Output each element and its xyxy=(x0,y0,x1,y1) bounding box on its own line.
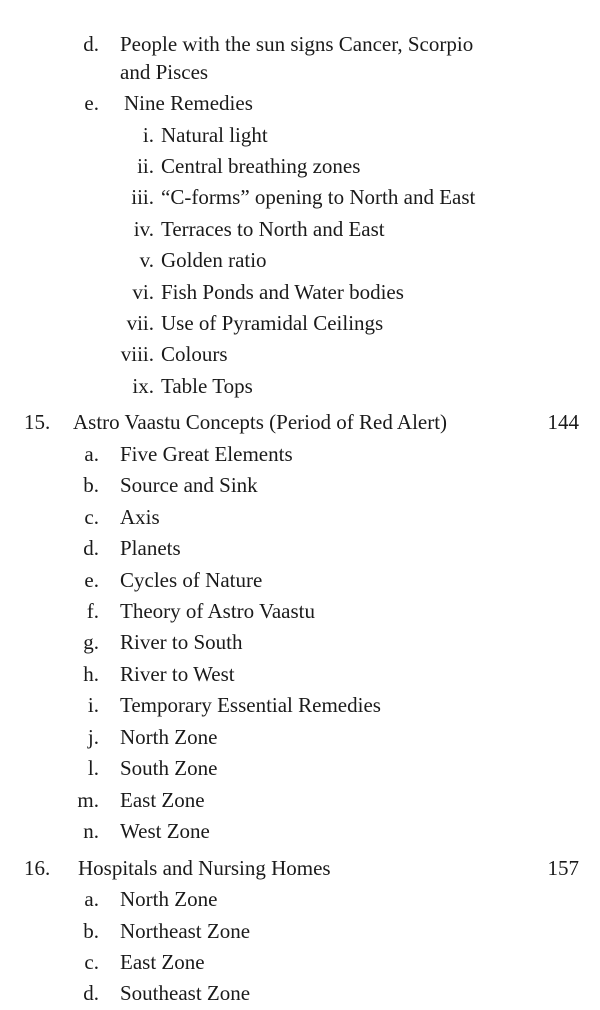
item-marker: c. xyxy=(84,505,99,529)
item-marker: l. xyxy=(87,756,99,780)
subitem-text: Central breathing zones xyxy=(161,154,361,178)
item-marker: e. xyxy=(84,568,99,592)
chapter-title: Hospitals and Nursing Homes xyxy=(78,856,331,880)
chapter-number: 16. xyxy=(24,856,51,880)
item-text: Source and Sink xyxy=(120,473,258,497)
subitem-text: Golden ratio xyxy=(161,248,267,272)
item-marker: a. xyxy=(84,442,99,466)
item-text: Southeast Zone xyxy=(120,981,251,1005)
item-text: River to South xyxy=(120,630,243,654)
item-marker: m. xyxy=(77,788,99,812)
item-text: River to West xyxy=(120,662,235,686)
item-text: East Zone xyxy=(120,950,205,974)
subitem-text: Fish Ponds and Water bodies xyxy=(161,280,404,304)
item-marker: i. xyxy=(87,693,99,717)
item-marker: d. xyxy=(83,32,99,56)
chapter-number: 15. xyxy=(24,410,51,434)
item-marker: j. xyxy=(87,725,99,749)
chapter-page-number: 144 xyxy=(547,410,579,434)
item-marker: c. xyxy=(84,950,99,974)
item-text: People with the sun signs Cancer, Scorpio xyxy=(120,32,474,56)
item-text: Northeast Zone xyxy=(120,919,251,943)
item-text: and Pisces xyxy=(120,60,209,84)
subitem-text: Terraces to North and East xyxy=(161,217,385,241)
subitem-text: “C-forms” opening to North and East xyxy=(161,185,476,209)
item-text: South Zone xyxy=(120,756,218,780)
item-marker: f. xyxy=(86,599,99,623)
item-marker: g. xyxy=(83,630,99,654)
item-marker: d. xyxy=(83,981,99,1005)
subitem-text: Natural light xyxy=(161,123,268,147)
chapter-page-number: 157 xyxy=(547,856,579,880)
item-marker: e. xyxy=(84,91,99,115)
item-marker: a. xyxy=(84,887,99,911)
item-marker: b. xyxy=(83,919,99,943)
item-text: North Zone xyxy=(120,725,218,749)
item-marker: b. xyxy=(83,473,99,497)
subitem-marker: iv. xyxy=(133,217,154,241)
item-text: Cycles of Nature xyxy=(120,568,263,592)
subitem-text: Table Tops xyxy=(161,374,253,398)
item-text: East Zone xyxy=(120,788,205,812)
subitem-marker: iii. xyxy=(131,185,154,209)
chapter-title: Astro Vaastu Concepts (Period of Red Alert) xyxy=(73,410,448,434)
item-text: North Zone xyxy=(120,887,218,911)
subitem-marker: ii. xyxy=(137,154,154,178)
item-marker: h. xyxy=(83,662,99,686)
subitem-text: Use of Pyramidal Ceilings xyxy=(161,311,384,335)
subitem-marker: vii. xyxy=(126,311,154,335)
item-text: Planets xyxy=(120,536,181,560)
subitem-marker: vi. xyxy=(132,280,154,304)
item-text: Five Great Elements xyxy=(120,442,293,466)
subitem-marker: v. xyxy=(139,248,154,272)
item-text: Nine Remedies xyxy=(124,91,253,115)
item-marker: n. xyxy=(83,819,99,843)
subitem-marker: viii. xyxy=(120,342,154,366)
subitem-marker: i. xyxy=(142,123,154,147)
item-text: West Zone xyxy=(120,819,210,843)
item-marker: d. xyxy=(83,536,99,560)
subitem-text: Colours xyxy=(161,342,228,366)
subitem-marker: ix. xyxy=(132,374,154,398)
item-text: Axis xyxy=(120,505,160,529)
item-text: Temporary Essential Remedies xyxy=(120,693,381,717)
item-text: Theory of Astro Vaastu xyxy=(120,599,315,623)
